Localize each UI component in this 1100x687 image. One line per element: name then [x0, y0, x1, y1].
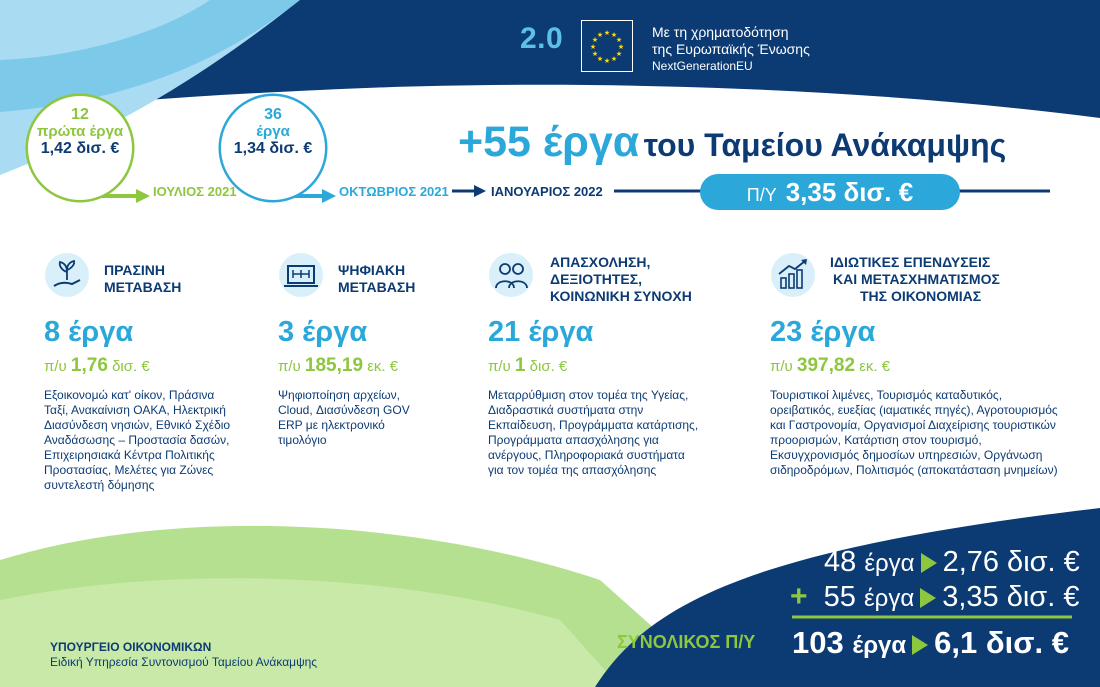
category1-title-line1: ΠΡΑΣΙΝΗ	[104, 262, 166, 278]
plant-in-hand-icon	[44, 252, 90, 298]
headline-rest: του Ταμείου Ανάκαμψης	[643, 127, 1007, 163]
totals-row3-count: 103	[792, 625, 844, 660]
eu-line3: NextGenerationEU	[652, 59, 753, 73]
triangle-arrow-icon	[921, 553, 937, 573]
svg-text:★: ★	[596, 55, 604, 63]
circle1-label: πρώτα έργα	[36, 123, 124, 140]
category1-desc-line: Προστασίας, Μελέτες για Ζώνες	[44, 463, 214, 477]
category2-title-line2: ΜΕΤΑΒΑΣΗ	[338, 279, 416, 295]
category3-budget-unit: δισ. €	[529, 358, 568, 375]
svg-text:★: ★	[615, 50, 623, 58]
category4-title-line1: ΙΔΙΩΤΙΚΕΣ ΕΠΕΝΔΥΣΕΙΣ	[830, 254, 991, 270]
plus-icon: +	[790, 580, 808, 613]
category4-desc-line: ορειβατικός, ευεξίας (ιαματικές πηγές), Αγροτουρισμός	[770, 403, 1058, 417]
category3-description	[488, 388, 748, 478]
svg-text:★: ★	[596, 31, 604, 39]
category2-desc-line: Ψηφιοποίηση αρχείων,	[278, 388, 400, 402]
eu-line2: της Ευρωπαϊκής Ένωσης	[652, 41, 810, 57]
circle2-budget: 1,34 δισ. €	[233, 140, 313, 157]
ministry-name: ΥΠΟΥΡΓΕΙΟ ΟΙΚΟΝΟΜΙΚΩΝ	[50, 640, 212, 654]
category3-desc-line: ανέργους, Πληροφοριακά συστήματα	[488, 448, 685, 462]
category2-budget-unit: εκ. €	[367, 358, 399, 375]
month-july-2021: ΙΟΥΛΙΟΣ 2021	[153, 184, 237, 199]
headline-budget-value: 3,35 δισ. €	[785, 177, 914, 207]
category3-title-line3: ΚΟΙΝΩΝΙΚΗ ΣΥΝΟΧΗ	[550, 288, 692, 304]
headline-budget-pill	[700, 174, 960, 210]
brand-version: 2.0	[519, 22, 564, 55]
totals-row-total	[792, 625, 1069, 661]
category3-desc-line: Εκπαίδευση, Προγράμματα κατάρτισης,	[488, 418, 699, 432]
circle1-budget: 1,42 δισ. €	[40, 140, 120, 157]
brand-subtitle	[412, 58, 572, 74]
timeline-circle-july	[28, 96, 132, 200]
category4-desc-line: προορισμών, Κατάρτιση στον τουρισμό,	[770, 433, 982, 447]
category2-desc-line: τιμολόγιο	[278, 433, 327, 447]
category3-desc-line: Προγράμματα απασχόλησης για	[488, 433, 659, 447]
category4-title-line3: ΤΗΣ ΟΙΚΟΝΟΜΙΑΣ	[860, 288, 982, 304]
category3-title	[550, 254, 692, 305]
service-name: Ειδική Υπηρεσία Συντονισμού Ταμείου Ανάκαμψης	[50, 655, 318, 669]
brand-title	[400, 22, 563, 56]
category3-budget	[488, 355, 567, 377]
totals-row2-value: 3,35 δισ. €	[942, 581, 1080, 613]
svg-text:★: ★	[603, 29, 611, 37]
circle1-count: 12	[71, 106, 89, 123]
category-private-investments	[770, 252, 1070, 304]
category1-desc-line: Επιχειρησιακά Κέντρα Πολιτικής	[44, 448, 215, 462]
growth-chart-icon	[770, 252, 816, 298]
svg-text:★: ★	[617, 43, 625, 51]
category4-budget	[770, 355, 890, 377]
category1-desc-line: συντελεστή δόμησης	[44, 478, 155, 492]
category-digital-transition	[278, 252, 478, 298]
circle2-label: έργα	[256, 123, 290, 140]
timeline-arrowhead-2	[322, 189, 336, 203]
svg-text:★: ★	[589, 43, 597, 51]
totals-row1-value: 2,76 δισ. €	[942, 546, 1080, 578]
svg-text:★: ★	[610, 31, 618, 39]
totals-row2-count: 55	[823, 581, 856, 613]
category4-budget-prefix: π/υ	[770, 358, 793, 375]
eu-funding-text	[652, 24, 810, 75]
category4-desc-line: και Γαστρονομία, Οργανισμοί Διαχείρισης τουριστικών	[770, 418, 1056, 432]
headline	[458, 118, 1006, 167]
category2-title	[338, 262, 415, 296]
headline-number: +55 έργα	[458, 118, 640, 166]
svg-text:★: ★	[591, 36, 599, 44]
circle2-count: 36	[264, 106, 282, 123]
category-employment-skills	[488, 252, 728, 304]
category1-title-line2: ΜΕΤΑΒΑΣΗ	[104, 279, 182, 295]
category2-budget	[278, 355, 398, 377]
triangle-arrow-icon	[920, 588, 936, 608]
category2-desc-line: ERP με ηλεκτρονικό	[278, 418, 385, 432]
timeline-arrowhead-1	[136, 189, 150, 203]
eu-stars-icon	[582, 21, 632, 71]
category4-title-line2: ΚΑΙ ΜΕΤΑΣΧΗΜΑΤΙΣΜΟΣ	[833, 271, 1000, 287]
brand-name: Ελλάδα	[400, 22, 512, 55]
category-green-transition	[44, 252, 254, 298]
category3-desc-line: Μεταρρύθμιση στον τομέα της Υγείας,	[488, 388, 689, 402]
category3-count: 21 έργα	[488, 316, 594, 348]
svg-text:★: ★	[603, 57, 611, 65]
category2-title-line1: ΨΗΦΙΑΚΗ	[338, 262, 406, 278]
eu-flag-icon	[581, 20, 633, 72]
category4-desc-line: Εκσυγχρονισμός δημοσίων υπηρεσιών, Οργάνωση	[770, 448, 1043, 462]
category3-desc-line: Διαδραστικά συστήματα στην	[488, 403, 644, 417]
category1-budget-prefix: π/υ	[44, 358, 67, 375]
category3-budget-prefix: π/υ	[488, 358, 511, 375]
totals-row3-value: 6,1 δισ. €	[934, 625, 1069, 660]
category2-description	[278, 388, 468, 448]
svg-text:★: ★	[610, 55, 618, 63]
category1-budget	[44, 355, 150, 377]
category1-title	[104, 262, 181, 296]
category1-desc-line: Εξοικονομώ κατ' οίκον, Πράσινα	[44, 388, 215, 402]
category2-budget-prefix: π/υ	[278, 358, 301, 375]
brand-subtitle-line2: ΚΑΙ ΑΝΘΕΚΤΙΚΟΤΗΤΑΣ	[458, 67, 526, 73]
totals-row2-word: έργα	[863, 585, 915, 612]
category4-description	[770, 388, 1090, 478]
category1-desc-line: Διασύνδεση νησιών, Εθνικό Σχέδιο	[44, 418, 231, 432]
category1-count: 8 έργα	[44, 316, 134, 348]
category1-budget-value: 1,76	[70, 355, 108, 376]
category3-desc-line: για τον τομέα της απασχόλησης	[488, 463, 657, 477]
category3-title-line2: ΔΕΞΙΟΤΗΤΕΣ,	[550, 271, 643, 287]
category1-desc-line: Ταξί, Ανακαίνιση ΟΑΚΑ, Ηλεκτρική	[44, 403, 226, 417]
category1-desc-line: Αναδάσωσης – Προστασία δασών,	[44, 433, 230, 447]
month-january-2022: ΙΑΝΟΥΑΡΙΟΣ 2022	[491, 184, 603, 199]
timeline-arrowhead-3	[474, 185, 486, 197]
brand-subtitle-line1: ΕΘΝΙΚΟ ΣΧΕΔΙΟ ΑΝΑΚΑΜΨΗΣ	[447, 59, 537, 65]
category1-budget-unit: δισ. €	[112, 358, 150, 375]
headline-budget-label: Π/Υ	[746, 185, 777, 205]
category4-budget-unit: εκ. €	[859, 358, 891, 375]
category4-desc-line: σιδηροδρόμων, Πολιτισμός (αποκατάσταση μνημείων)	[770, 463, 1058, 477]
category2-count: 3 έργα	[278, 316, 368, 348]
totals-row-new	[790, 580, 1079, 614]
svg-text:★: ★	[615, 36, 623, 44]
timeline-circle-october	[221, 96, 325, 200]
category4-count: 23 έργα	[770, 316, 876, 348]
category3-title-line1: ΑΠΑΣΧΟΛΗΣΗ,	[550, 254, 651, 270]
eu-line1: Με τη χρηματοδότηση	[652, 24, 789, 40]
category4-desc-line: Τουριστικοί λιμένες, Τουρισμός καταδυτικός,	[770, 388, 1003, 402]
category2-desc-line: Cloud, Διασύνδεση GOV	[278, 403, 410, 417]
category3-budget-value: 1	[514, 355, 526, 376]
category4-title	[830, 254, 1000, 305]
month-october-2021: ΟΚΤΩΒΡΙΟΣ 2021	[339, 184, 449, 199]
totals-row3-word: έργα	[852, 632, 907, 659]
total-budget-label: ΣΥΝΟΛΙΚΟΣ Π/Υ	[617, 632, 756, 652]
category2-budget-value: 185,19	[304, 355, 364, 376]
laptop-circuit-icon	[278, 252, 324, 298]
category4-budget-value: 397,82	[796, 355, 856, 376]
category1-description	[44, 388, 264, 493]
triangle-arrow-icon	[912, 635, 928, 655]
totals-row-previous	[824, 546, 1080, 579]
totals-row1-count: 48	[824, 546, 857, 578]
svg-text:★: ★	[591, 50, 599, 58]
people-icon	[488, 252, 534, 298]
totals-row1-word: έργα	[864, 550, 915, 577]
